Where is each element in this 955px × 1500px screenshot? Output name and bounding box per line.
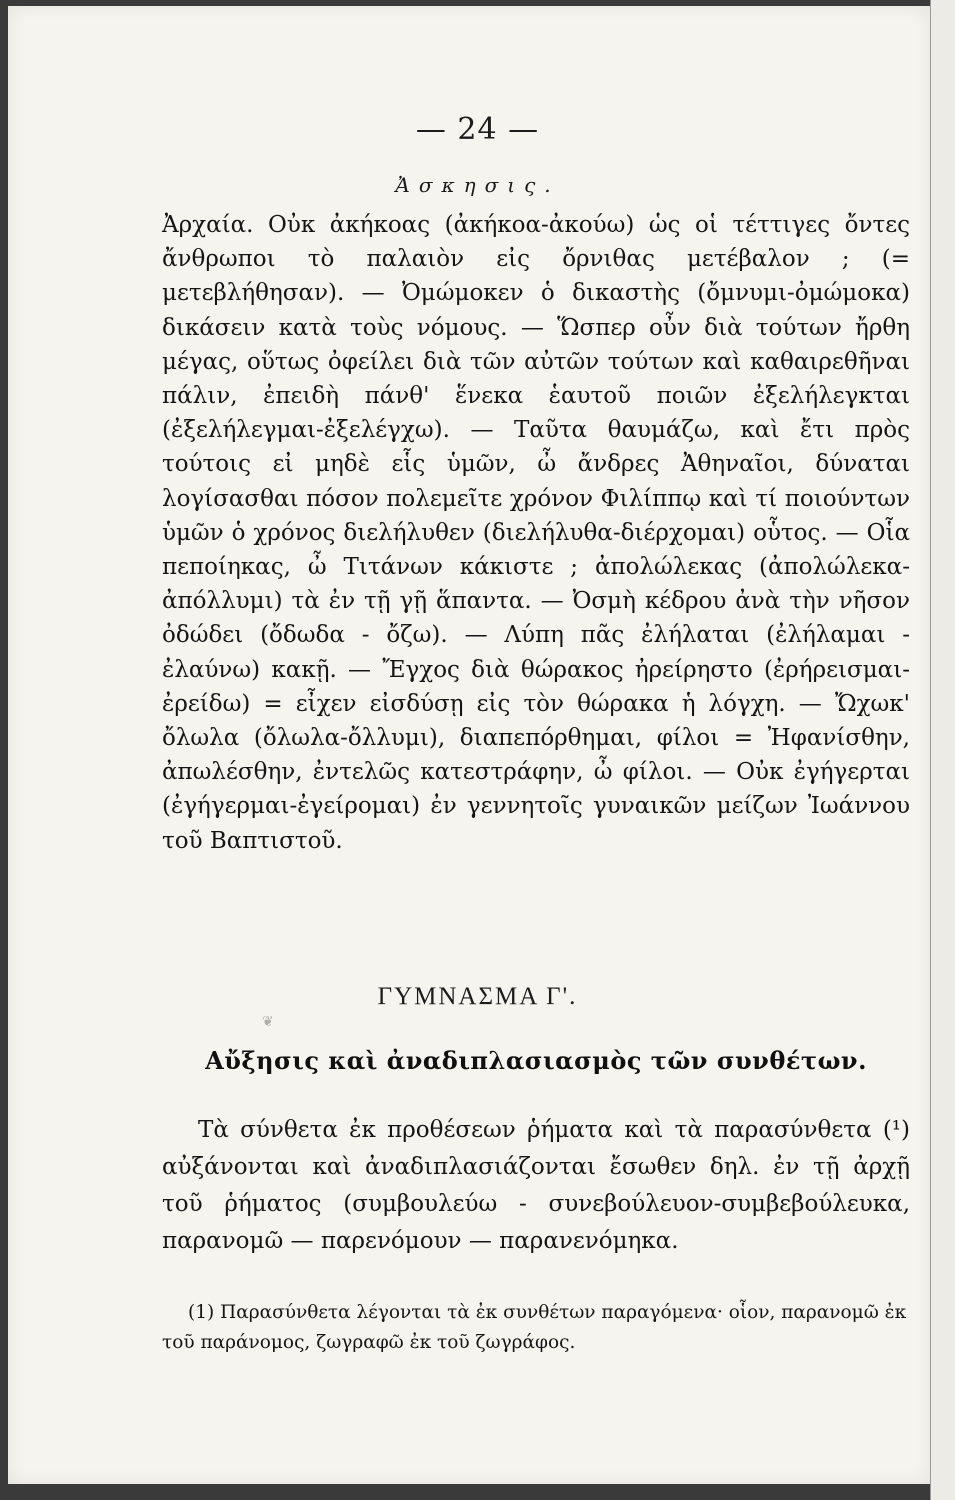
section-intro (162, 1112, 910, 1260)
section-title: ΓΥΜΝΑΣΜΑ Γ'. (377, 983, 578, 1010)
footnote (162, 1298, 910, 1358)
facing-page-edge (930, 0, 955, 1500)
intro-paragraph: Τὰ σύνθετα ἐκ προθέσεων ῥήματα καὶ τὰ παρασύνθετα (¹) αὐξάνονται καὶ ἀναδιπλασιάζονται ἔσωθεν δηλ. ἐν τῇ ἀρχῇ τοῦ ῥήματος (συμβουλεύω - συνεβούλευον-συμβεβούλευκα, παρανομῶ — παρενόμουν — παρανενόμηκα. (162, 1117, 910, 1254)
exercise-paragraph: Ἀρχαία. Οὐκ ἀκήκοας (ἀκήκοα-ἀκούω) ὡς οἱ τέττιγες ὄντες ἄνθρωποι τὸ παλαιὸν εἰς ὄρνιθας μετέβαλον ; (= μετεβλήθησαν). — Ὀμώμοκεν ὁ δικαστὴς (ὄμνυμι-ὀμώμοκα) δικάσειν κατὰ τοὺς νόμους. — Ὥσπερ οὖν διὰ τούτων ἤρθη μέγας, οὕτως ὀφείλει διὰ τῶν αὐτῶν τούτων καὶ καθαιρεθῆναι πάλιν, ἐπειδὴ πάνθ' ἕνεκα ἑαυτοῦ ποιῶν ἐξελήλεγκται (ἐξελήλεγμαι-ἐξελέγχω). — Ταῦτα θαυμάζω, καὶ ἔτι πρὸς τούτοις εἰ μηδὲ εἷς ὑμῶν, ὦ ἄνδρες Ἀθηναῖοι, δύναται λογίσασθαι πόσον πολεμεῖτε χρόνον Φιλίππῳ καὶ τί ποιούντων ὑμῶν ὁ χρόνος διελήλυθεν (διελήλυθα-διέρχομαι) οὗτος. — Οἷα πεποίηκας, ὦ Τιτάνων κάκιστε ; ἀπολώλεκας (ἀπολώλεκα-ἀπόλλυμι) τὰ ἐν τῇ γῇ ἅπαντα. — Ὀσμὴ κέδρου ἀνὰ τὴν νῆσον ὀδώδει (ὄδωδα - ὄζω). — Λύπη πᾶς ἐλήλαται (ἐλήλαμαι - ἐλαύνω) κακῇ. — Ἔγχος διὰ θώρακος ἠρείρηστο (ἐρήρεισμαι-ἐρείδω) = εἶχεν εἰσδύσῃ εἰς τὸν θώρακα ἡ λόγχη. — Ὤχωκ' ὄλωλα (ὄλωλα-ὄλλυμι), διαπεπόρθημαι, φίλοι = Ἠφανίσθην, ἀπωλέσθην, ἐντελῶς κατεστράφην, ὦ φίλοι. — Οὐκ ἐγήγερται (ἐγήγερμαι-ἐγείρομαι) ἐν γεννητοῖς γυναικῶν μείζων Ἰωάννου τοῦ Βαπτιστοῦ. (162, 212, 910, 854)
page-number: — 24 — (415, 112, 540, 147)
section-subtitle: Αὔξησις καὶ ἀναδιπλασιασμὸς τῶν συνθέτων. (205, 1046, 867, 1075)
exercise-body (162, 208, 910, 858)
footnote-text: (1) Παρασύνθετα λέγονται τὰ ἐκ συνθέτων παραγόμενα· οἷον, παρανομῶ ἐκ τοῦ παράνομος, ζωγραφῶ ἐκ τοῦ ζωγράφος. (162, 1302, 907, 1353)
exercise-heading: Ἀσκησις. (395, 173, 560, 197)
ink-bleed-mark: ❦ (262, 1014, 274, 1030)
